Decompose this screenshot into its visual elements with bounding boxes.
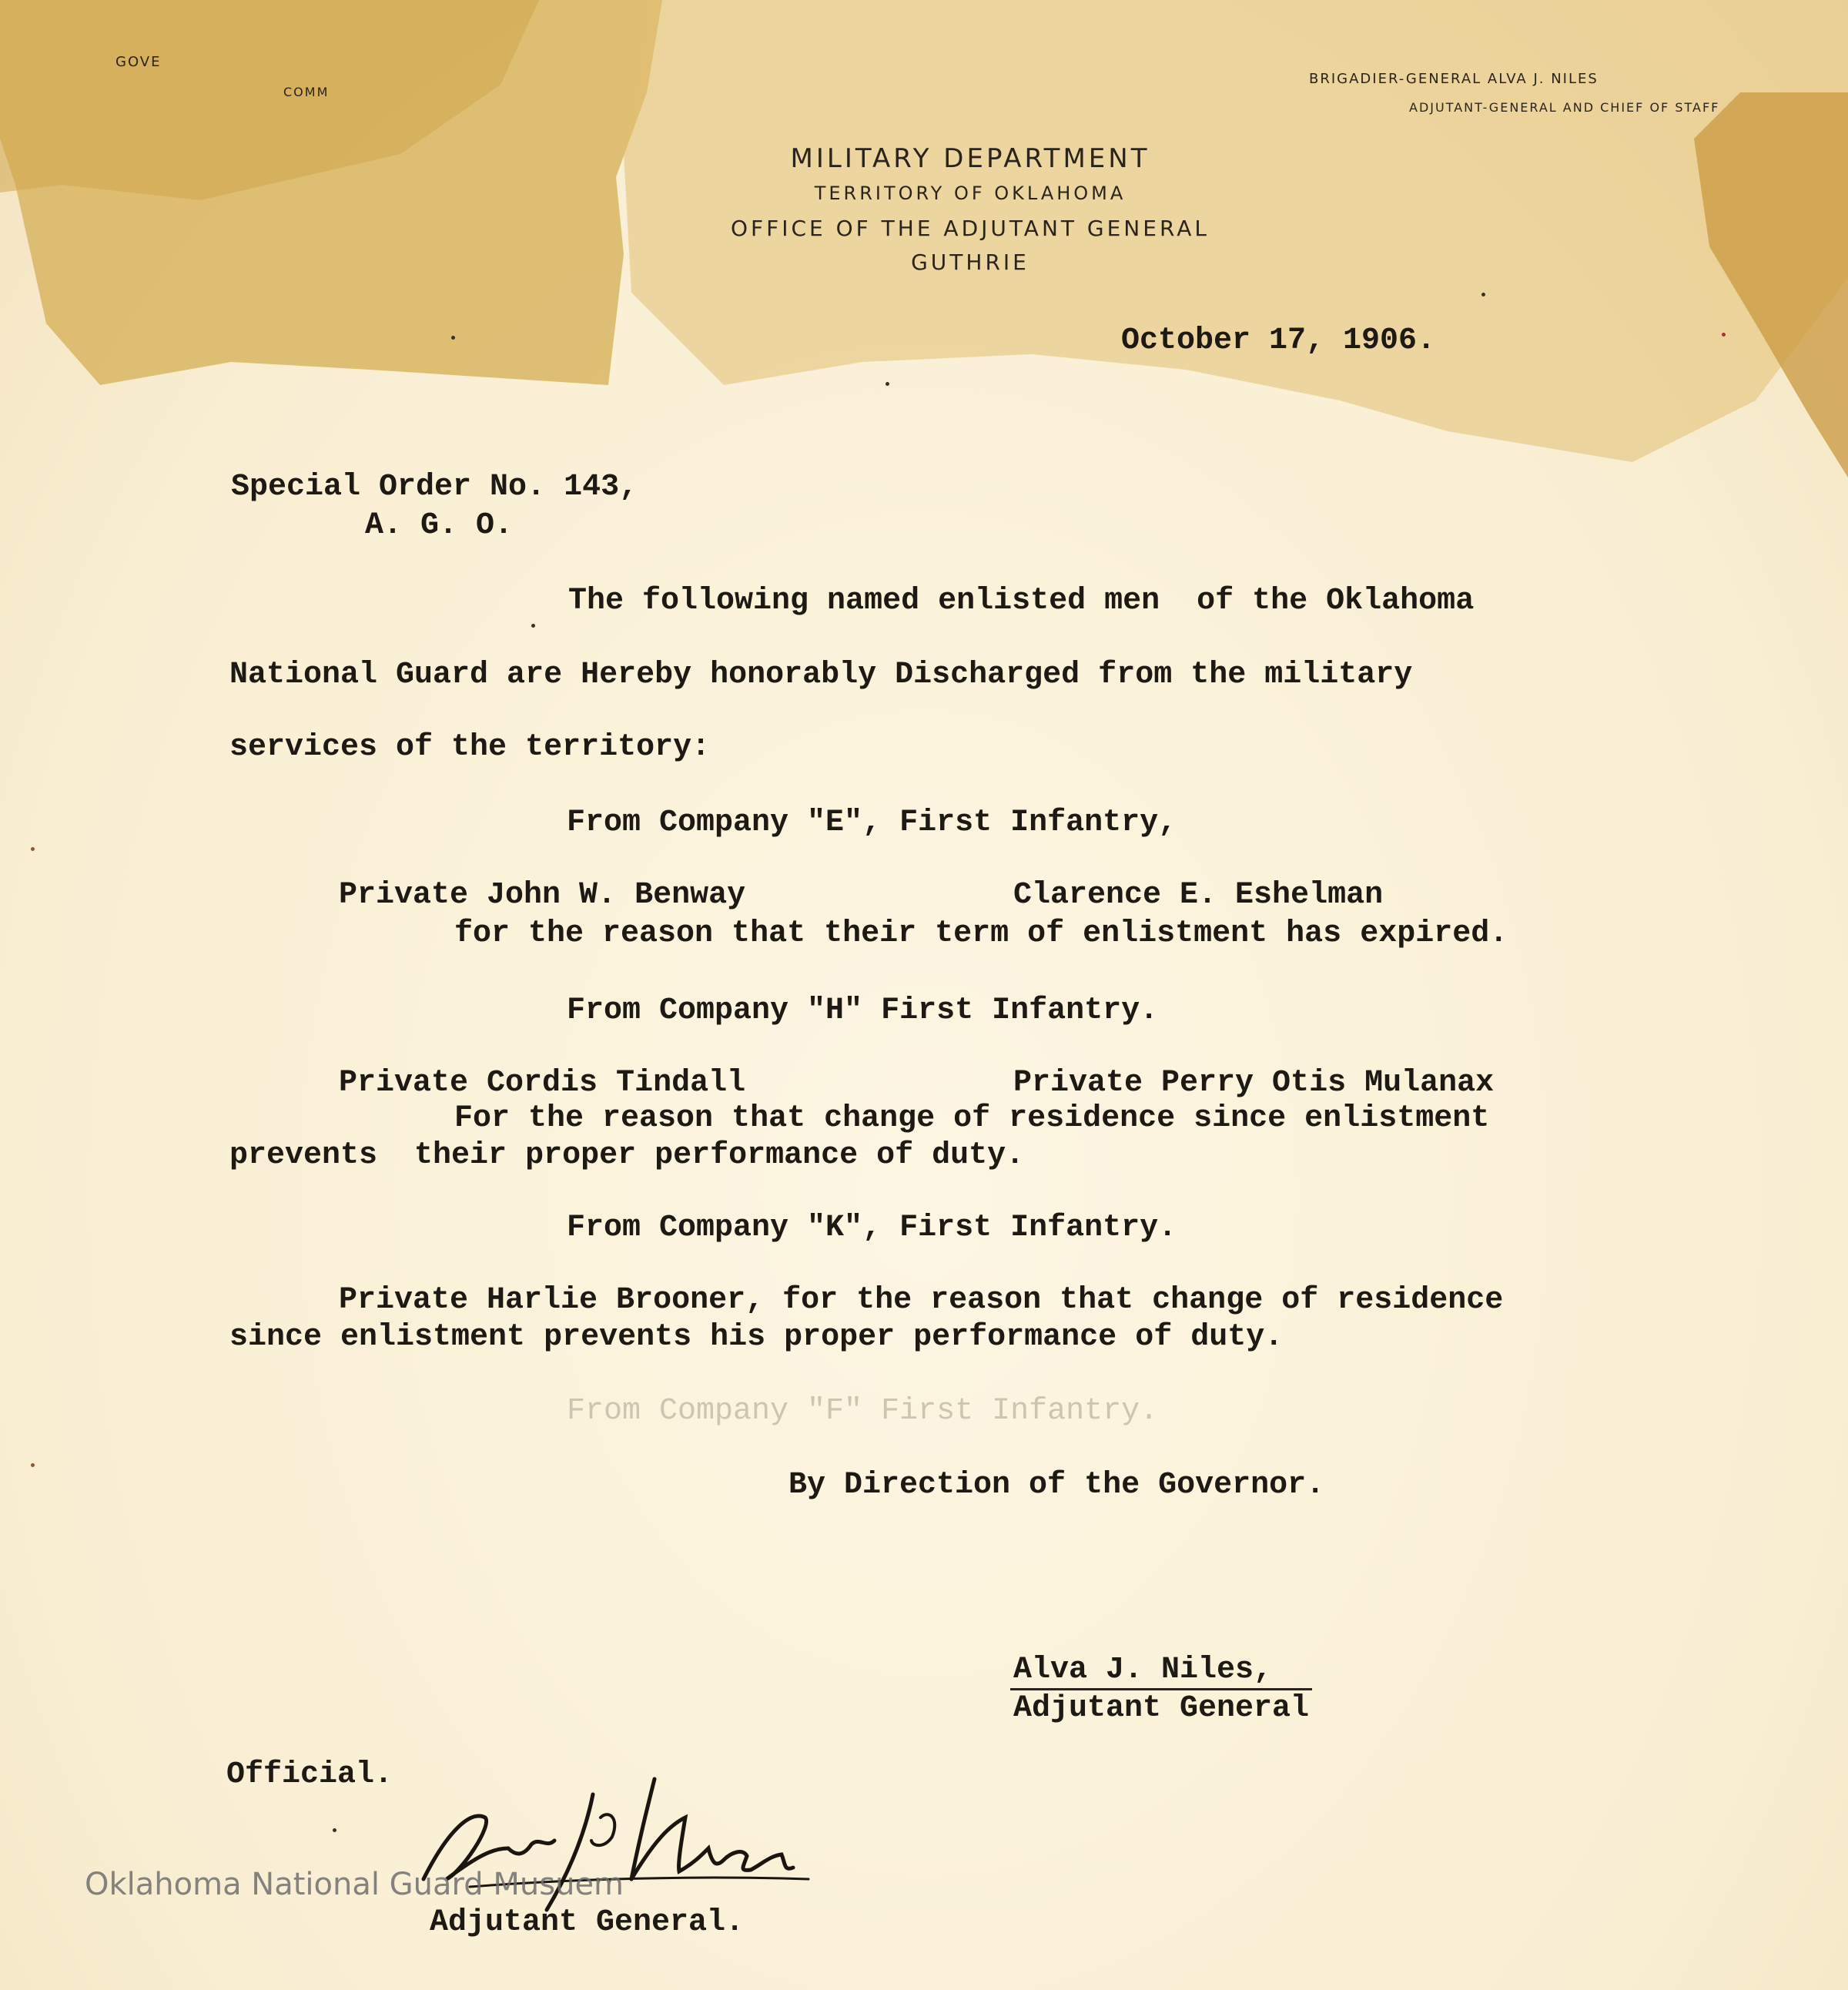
by-direction-line: By Direction of the Governor.	[788, 1468, 1325, 1503]
paper-speck	[886, 382, 889, 386]
paper-speck	[1722, 333, 1726, 337]
special-order-office: A. G. O.	[365, 508, 514, 543]
company-e-reason: for the reason that their term of enlistment has expired.	[454, 916, 1508, 951]
paper-speck	[333, 1828, 336, 1832]
letterhead-office: OFFICE OF THE ADJUTANT GENERAL	[730, 216, 1210, 241]
intro-line-3: services of the territory:	[229, 730, 711, 765]
company-f-faded-heading: From Company "F" First Infantry.	[567, 1394, 1159, 1429]
company-h-name-2: Private Perry Otis Mulanax	[1013, 1066, 1495, 1101]
company-h-name-1: Private Cordis Tindall	[339, 1066, 746, 1101]
letterhead-left-fragment-2: COMM	[283, 85, 330, 99]
special-order-number: Special Order No. 143,	[231, 470, 638, 504]
company-k-reason-1: Private Harlie Brooner, for the reason that change of residence	[339, 1283, 1504, 1318]
official-title: Adjutant General.	[430, 1905, 745, 1940]
letterhead-territory: TERRITORY OF OKLAHOMA	[814, 183, 1127, 204]
paper-speck	[31, 1463, 35, 1467]
company-h-heading: From Company "H" First Infantry.	[567, 993, 1159, 1028]
intro-line-1: The following named enlisted men of the Oklahoma	[568, 584, 1475, 618]
intro-line-2: National Guard are Hereby honorably Discharged from the military	[229, 658, 1413, 692]
letterhead-title: MILITARY DEPARTMENT	[790, 143, 1150, 174]
letterhead-left-fragment-1: GOVE	[116, 54, 162, 70]
signatory-name: Alva J. Niles,	[1013, 1653, 1273, 1687]
letterhead-right-line-1: BRIGADIER-GENERAL ALVA J. NILES	[1309, 71, 1599, 87]
paper-speck	[31, 847, 35, 851]
company-k-heading: From Company "K", First Infantry.	[567, 1211, 1177, 1245]
paper-speck	[1481, 293, 1485, 296]
paper-speck	[531, 624, 535, 628]
company-e-heading: From Company "E", First Infantry,	[567, 806, 1177, 840]
company-h-reason-2: prevents their proper performance of duty.	[229, 1138, 1025, 1173]
company-e-name-1: Private John W. Benway	[339, 878, 746, 913]
letterhead-right-line-2: ADJUTANT-GENERAL AND CHIEF OF STAFF	[1409, 100, 1720, 115]
company-e-name-2: Clarence E. Eshelman	[1013, 878, 1384, 913]
letter-date: October 17, 1906.	[1121, 323, 1436, 358]
company-h-reason-1: For the reason that change of residence since enlistment	[454, 1101, 1490, 1136]
letterhead-city: GUTHRIE	[911, 250, 1029, 275]
company-k-reason-2: since enlistment prevents his proper performance of duty.	[229, 1320, 1284, 1355]
signatory-title: Adjutant General	[1013, 1691, 1310, 1726]
official-label: Official.	[226, 1757, 393, 1792]
right-edge-tape	[1694, 92, 1848, 477]
museum-watermark: Oklahoma National Guard Musuem	[85, 1867, 624, 1902]
paper-speck	[451, 336, 455, 340]
signatory-underline	[1010, 1688, 1312, 1690]
